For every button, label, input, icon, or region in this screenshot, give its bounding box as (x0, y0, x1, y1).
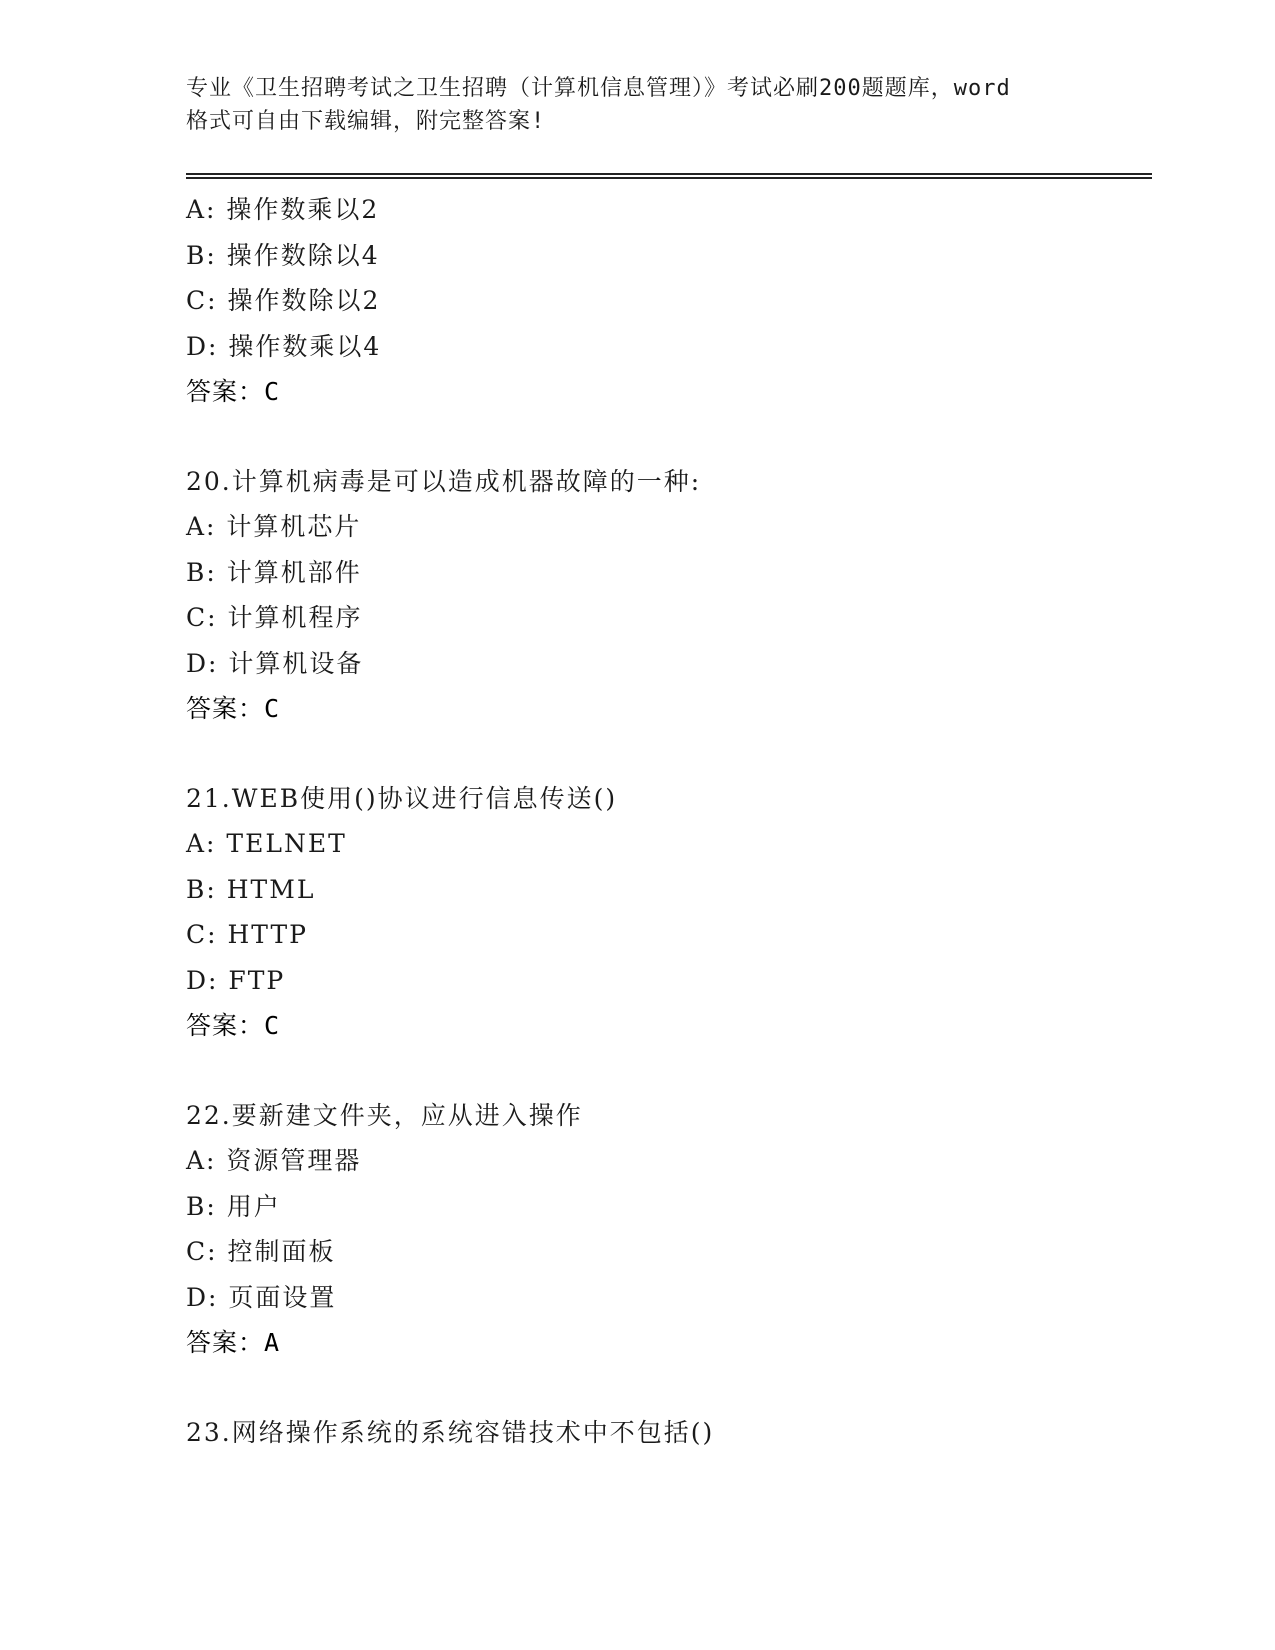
question-block-20 (186, 459, 1152, 732)
option-c: C: 操作数除以2 (186, 286, 381, 315)
option-d: D: 操作数乘以4 (186, 331, 382, 361)
question-block-22 (186, 1093, 1152, 1366)
option-d: D: 计算机设备 (186, 648, 364, 678)
document-header-line-1: 专业《卫生招聘考试之卫生招聘（计算机信息管理）》考试必刷200题题库，word (186, 76, 1011, 101)
question-stem: 21.WEB使用()协议进行信息传送() (186, 783, 618, 813)
option-d: D: 页面设置 (186, 1282, 337, 1312)
option-a: A: 计算机芯片 (186, 512, 362, 541)
answer-line: 答案：C (186, 377, 281, 406)
question-stem: 23.网络操作系统的系统容错技术中不包括() (186, 1417, 715, 1447)
option-b: B: 计算机部件 (186, 557, 362, 587)
option-b: B: 用户 (186, 1191, 281, 1221)
option-d: D: FTP (186, 965, 286, 995)
option-c: C: 计算机程序 (186, 603, 363, 632)
question-block-21 (186, 776, 1152, 1049)
header-divider (186, 173, 1152, 179)
divider-line (186, 173, 1152, 175)
option-a: A: 操作数乘以2 (186, 195, 380, 224)
question-stem: 22.要新建文件夹，应从进入操作 (186, 1100, 583, 1130)
question-list (186, 187, 1152, 1455)
option-b: B: HTML (186, 874, 316, 904)
option-c: C: 控制面板 (186, 1237, 336, 1266)
question-block-23 (186, 1410, 1152, 1456)
document-header-line-2: 格式可自由下载编辑，附完整答案! (186, 109, 546, 134)
option-a: A: TELNET (186, 829, 347, 858)
divider-line (186, 177, 1152, 179)
option-c: C: HTTP (186, 920, 308, 949)
answer-line: 答案：C (186, 1011, 281, 1040)
question-stem: 20.计算机病毒是可以造成机器故障的一种: (186, 466, 702, 496)
document-page (186, 72, 1152, 1455)
option-b: B: 操作数除以4 (186, 240, 380, 270)
answer-line: 答案：C (186, 694, 281, 723)
option-a: A: 资源管理器 (186, 1146, 362, 1175)
question-block-19 (186, 187, 1152, 415)
answer-line: 答案：A (186, 1328, 281, 1357)
